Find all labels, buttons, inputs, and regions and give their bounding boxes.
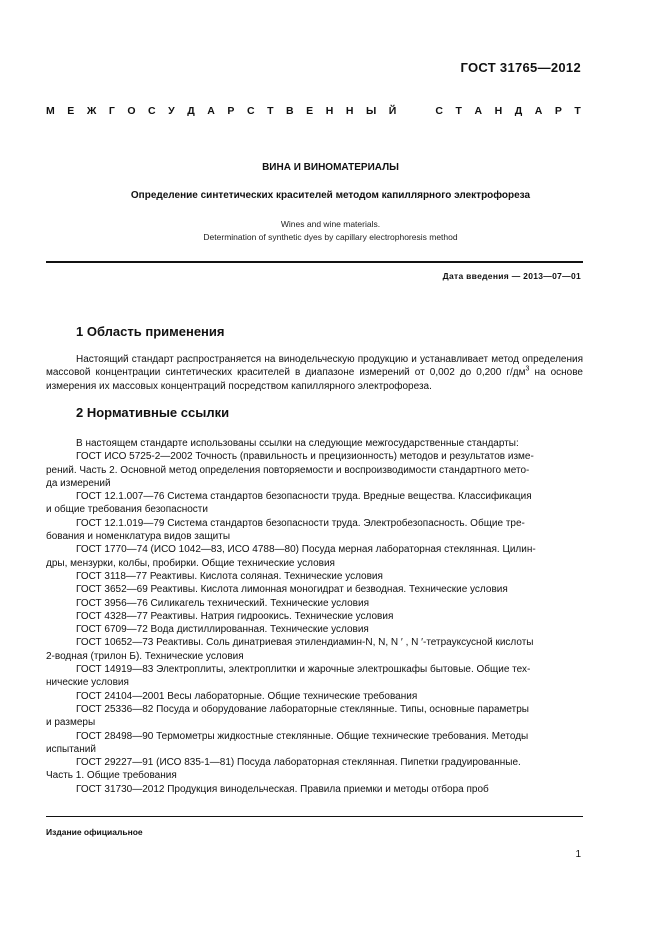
reference-line: нические условия <box>46 677 129 689</box>
reference-line: ГОСТ 12.1.007—76 Система стандартов безопасности труда. Вредные вещества. Классификация <box>76 491 532 503</box>
interstate-letter: Н <box>325 105 334 117</box>
reference-line: ГОСТ 3652—69 Реактивы. Кислота лимонная моногидрат и безводная. Технические условия <box>76 584 508 596</box>
interstate-letter: Р <box>227 105 235 117</box>
section-1-heading: 1 Область применения <box>76 324 225 339</box>
reference-line: ГОСТ 3956—76 Силикагель технический. Технические условия <box>76 597 369 609</box>
interstate-letter: Н <box>494 105 503 117</box>
interstate-letter: У <box>168 105 175 117</box>
reference-line: В настоящем стандарте использованы ссылки на следующие межгосударственные стандарты: <box>76 438 519 449</box>
interstate-letter: Й <box>388 105 397 117</box>
normative-references-list <box>46 437 583 796</box>
reference-line: ГОСТ 1770—74 (ИСО 1042—83, ИСО 4788—80) Посуда мерная лабораторная стеклянная. Цилин- <box>76 544 536 556</box>
reference-line: да измерений <box>46 477 111 489</box>
reference-line: Часть 1. Общие требования <box>46 770 177 782</box>
english-title-line-1: Wines and wine materials. <box>280 219 381 229</box>
reference-line: ГОСТ 29227—91 (ИСО 835-1—81) Посуда лабораторная стеклянная. Пипетки градуированные. <box>76 757 521 769</box>
document-number: ГОСТ 31765—2012 <box>460 60 581 75</box>
section-1-superscript: 3 <box>525 365 530 373</box>
interstate-letter: Т <box>574 105 581 117</box>
interstate-letter: В <box>286 105 294 117</box>
reference-line: ГОСТ 10652—73 Реактивы. Соль динатриевая этилендиамин-N, N, N ′ , N ′-тетрауксусной кислоты <box>76 637 534 649</box>
header-divider <box>46 261 583 263</box>
interstate-letter: С <box>148 105 156 117</box>
interstate-letter: А <box>474 105 483 117</box>
interstate-letter: Г <box>108 105 115 117</box>
interstate-letter: Д <box>514 105 523 117</box>
interstate-letter <box>409 105 423 117</box>
interstate-letter: Ы <box>365 105 377 117</box>
interstate-letter: Е <box>67 105 75 117</box>
interstate-letter: Ж <box>86 105 97 117</box>
reference-line: ГОСТ 4328—77 Реактивы. Натрия гидроокись. Технические условия <box>76 610 394 622</box>
footer-divider <box>46 816 583 817</box>
interstate-letter: С <box>435 105 443 117</box>
interstate-letter: М <box>46 105 55 117</box>
reference-line: и размеры <box>46 717 96 729</box>
reference-line: ГОСТ 31730—2012 Продукция винодельческая. Правила приемки и методы отбора проб <box>76 783 489 795</box>
reference-line: бования и номенклатура видов защиты <box>46 531 231 543</box>
section-1-paragraph <box>46 353 583 393</box>
reference-line: и общие требования безопасности <box>46 504 208 516</box>
document-title: ВИНА И ВИНОМАТЕРИАЛЫ <box>262 162 399 173</box>
document-subtitle: Определение синтетических красителей методом капиллярного электрофореза <box>130 190 531 201</box>
interstate-letter: Д <box>187 105 195 117</box>
section-2-heading: 2 Нормативные ссылки <box>76 405 230 420</box>
reference-line: ГОСТ 14919—83 Электроплиты, электроплитки и жарочные электрошкафы бытовые. Общие тех- <box>76 664 531 676</box>
reference-line: ГОСТ 3118—77 Реактивы. Кислота соляная. Технические условия <box>76 570 383 582</box>
interstate-letter: Е <box>306 105 314 117</box>
interstate-letter: Т <box>455 105 462 117</box>
reference-line: ГОСТ 12.1.019—79 Система стандартов безопасности труда. Электробезопасность. Общие тре- <box>76 517 525 529</box>
section-1-text-b: на основе измерения их массовых концентраций посредством капиллярного электрофореза. <box>46 367 583 392</box>
reference-line: дры, мензурки, колбы, пробирки. Общие технические условия <box>46 557 335 569</box>
english-title-line-2: Determination of synthetic dyes by capillary electrophoresis method <box>203 232 458 242</box>
interstate-letter: А <box>534 105 543 117</box>
interstate-letter: С <box>246 105 255 117</box>
reference-line: ГОСТ 28498—90 Термометры жидкостные стеклянные. Общие технические требования. Методы <box>76 730 529 742</box>
english-title <box>0 218 661 244</box>
interstate-letter: О <box>127 105 136 117</box>
reference-line: 2-водная (трилон Б). Технические условия <box>46 650 244 662</box>
interstate-letter: Н <box>345 105 354 117</box>
section-1-text-a: Настоящий стандарт распространяется на винодельческую продукцию и устанавливает метод определения массовой концентрации синтетических красителей в диапазоне измерений от 0,002 до 0,200 г/дм <box>46 354 583 379</box>
page-number: 1 <box>575 849 581 860</box>
reference-line: ГОСТ 25336—82 Посуда и оборудование лабораторные стеклянные. Типы, основные параметры <box>76 703 529 715</box>
reference-line: ГОСТ ИСО 5725-2—2002 Точность (правильность и прецизионность) методов и результатов изме- <box>76 451 534 463</box>
interstate-letter: А <box>207 105 215 117</box>
interstate-standard-heading <box>46 105 581 117</box>
reference-line: ГОСТ 24104—2001 Весы лабораторные. Общие технические требования <box>76 690 418 702</box>
reference-line: испытаний <box>46 743 96 755</box>
reference-line: ГОСТ 6709—72 Вода дистиллированная. Технические условия <box>76 624 369 636</box>
reference-line: рений. Часть 2. Основной метод определения повторяемости и воспроизводимости стандартного мето- <box>46 464 530 476</box>
interstate-letter: Т <box>267 105 274 117</box>
official-edition-label: Издание официальное <box>46 827 143 837</box>
interstate-letter: Р <box>554 105 562 117</box>
introduction-date: Дата введения — 2013—07—01 <box>442 271 581 281</box>
